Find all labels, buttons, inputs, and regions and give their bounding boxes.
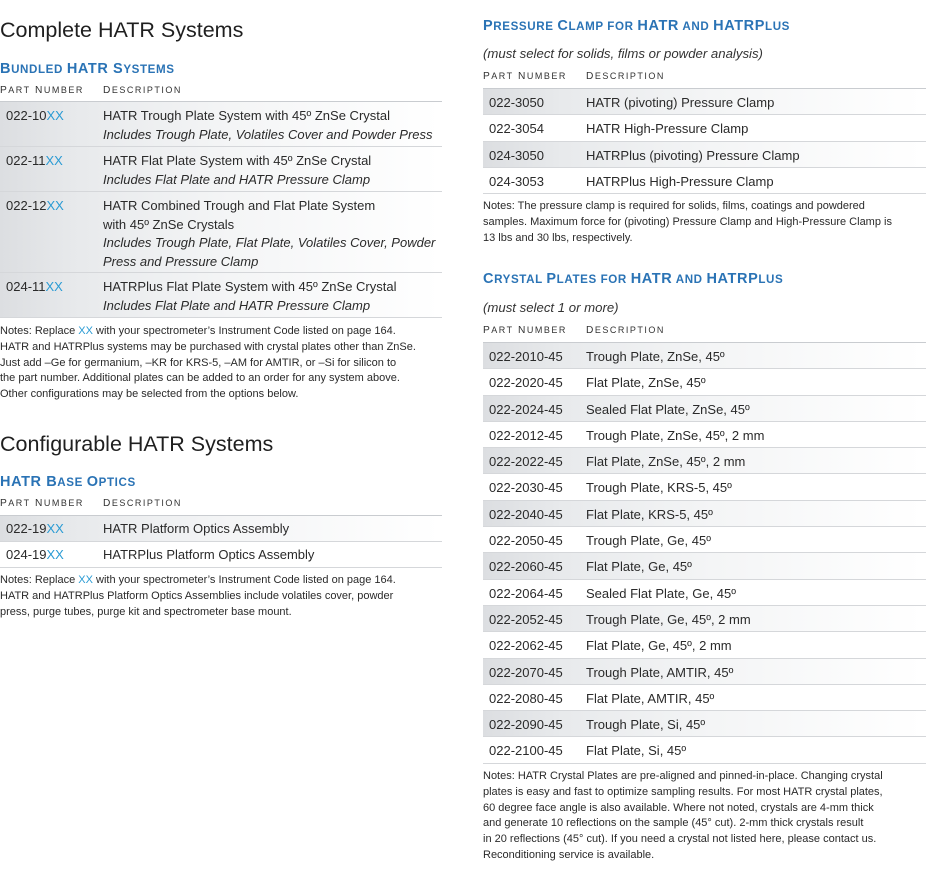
part-number: 022-2090-45 — [489, 717, 563, 733]
table-row — [483, 711, 926, 737]
note-line: Notes: The pressure clamp is required for solids, films, coatings and powdered — [483, 200, 865, 212]
table-row — [483, 553, 926, 579]
note-line: Just add –Ge for germanium, –KR for KRS-5, –AM for AMTIR, or –Si for silicon to — [0, 356, 397, 369]
note-line: 13 lbs and 30 lbs, respectively. — [483, 231, 633, 244]
complete-systems-title: Complete HATR Systems — [0, 18, 244, 42]
part-number: 022-2070-45 — [489, 664, 563, 680]
part-number: 022-3054 — [489, 121, 544, 137]
instrument-code: XX — [78, 325, 93, 337]
description-header: DESCRIPTION — [103, 498, 182, 509]
note-line: HATR and HATRPlus Platform Optics Assemblies include volatiles cover, powder — [0, 589, 394, 602]
part-number: 022-2010-45 — [489, 349, 563, 364]
description: Trough Plate, Si, 45º — [586, 717, 706, 733]
part-number-header: PART NUMBER — [483, 325, 567, 336]
part-number-header: PART NUMBER — [0, 85, 84, 96]
instrument-code: XX — [45, 153, 63, 168]
description: Flat Plate, KRS-5, 45º — [586, 506, 713, 522]
description-header: DESCRIPTION — [103, 85, 182, 96]
table-row — [0, 102, 442, 147]
table-row — [483, 115, 926, 141]
instrument-code: XX — [45, 279, 63, 294]
table-row — [483, 685, 926, 711]
description: Sealed Flat Plate, Ge, 45º — [586, 585, 737, 601]
table-row — [483, 606, 926, 632]
note-line: press, purge tubes, purge kit and spectrometer base mount. — [0, 605, 292, 618]
part-number: 022-2060-45 — [489, 559, 563, 575]
description: HATRPlus High-Pressure Clamp — [586, 173, 774, 189]
part-number: 022-19XX — [6, 521, 64, 536]
description-includes: Includes Trough Plate, Volatiles Cover and Powder Press — [103, 126, 433, 142]
description-line: with 45º ZnSe Crystals — [103, 216, 235, 232]
bundled-systems-table — [0, 102, 442, 318]
bundled-systems-heading: BUNDLED HATR SYSTEMS — [0, 61, 175, 77]
description: Flat Plate, Ge, 45º — [586, 559, 692, 575]
description-includes: Includes Trough Plate, Flat Plate, Volatiles Cover, Powder — [103, 235, 436, 251]
description-line: HATR Combined Trough and Flat Plate System — [103, 198, 376, 213]
table-row — [0, 542, 442, 568]
description: Flat Plate, Si, 45º — [586, 743, 687, 759]
note-line: the part number. Additional plates can be added to an order for any system above. — [0, 372, 400, 385]
table-row — [483, 737, 926, 763]
table-row — [483, 527, 926, 553]
description-includes: Press and Pressure Clamp — [103, 253, 259, 269]
description: Flat Plate, AMTIR, 45º — [586, 690, 715, 706]
note-line: plates is easy and fast to optimize sampling results. For most HATR crystal plates, — [483, 785, 883, 798]
part-number: 022-2012-45 — [489, 427, 563, 443]
table-row — [483, 501, 926, 527]
pressure-clamp-requirement: (must select for solids, films or powder analysis) — [483, 46, 763, 61]
description: Trough Plate, ZnSe, 45º, 2 mm — [586, 427, 765, 443]
description: Flat Plate, Ge, 45º, 2 mm — [586, 638, 732, 654]
configurable-systems-title: Configurable HATR Systems — [0, 432, 274, 456]
part-number: 022-2020-45 — [489, 375, 563, 391]
table-row — [0, 147, 442, 192]
right-column — [483, 0, 926, 883]
note-line: and generate 10 reflections on the sample (45° cut). 2-mm thick crystals result — [483, 817, 864, 830]
description-includes: Includes Flat Plate and HATR Pressure Clamp — [103, 171, 371, 187]
description: HATR (pivoting) Pressure Clamp — [586, 95, 775, 110]
table-row — [483, 168, 926, 194]
description: HATRPlus (pivoting) Pressure Clamp — [586, 147, 800, 163]
note-line: 60 degree face angle is also available. Where not noted, crystals are 4-mm thick — [483, 801, 874, 814]
note-line: samples. Maximum force for (pivoting) Pressure Clamp and High-Pressure Clamp is — [483, 215, 892, 228]
crystal-notes — [483, 769, 883, 864]
part-number: 022-2050-45 — [489, 533, 563, 549]
instrument-code: XX — [46, 521, 64, 536]
part-number-header: PART NUMBER — [0, 498, 84, 509]
table-row — [483, 580, 926, 606]
pressure-clamp-table — [483, 89, 926, 194]
description-includes: Includes Flat Plate and HATR Pressure Clamp — [103, 297, 371, 313]
table-row — [483, 142, 926, 168]
description: Trough Plate, ZnSe, 45º — [586, 349, 725, 364]
description: HATR High-Pressure Clamp — [586, 121, 749, 137]
note-line: HATR and HATRPlus systems may be purchased with crystal plates other than ZnSe. — [0, 340, 416, 353]
description: Flat Plate, ZnSe, 45º, 2 mm — [586, 454, 746, 470]
description — [103, 197, 435, 271]
description — [103, 107, 433, 144]
part-number-header: PART NUMBER — [483, 71, 567, 82]
table-row — [0, 273, 442, 318]
note-line: Notes: HATR Crystal Plates are pre-aligned and pinned-in-place. Changing crystal — [483, 770, 883, 782]
part-number: 024-19XX — [6, 547, 64, 562]
description: Sealed Flat Plate, ZnSe, 45º — [586, 401, 750, 417]
note-line: Other configurations may be selected from the options below. — [0, 388, 299, 401]
note-line: in 20 reflections (45° cut). If you need a crystal not listed here, please contact us. — [483, 833, 877, 846]
part-number: 022-12XX — [6, 198, 64, 213]
note-line: Reconditioning service is available. — [483, 848, 655, 861]
crystal-plates-requirement: (must select 1 or more) — [483, 300, 619, 315]
description-line: HATR Flat Plate System with 45º ZnSe Crystal — [103, 153, 372, 168]
description: Trough Plate, KRS-5, 45º — [586, 480, 732, 496]
instrument-code: XX — [46, 198, 64, 213]
description-header: DESCRIPTION — [586, 71, 665, 82]
table-row — [483, 89, 926, 115]
part-number: 022-2064-45 — [489, 585, 563, 601]
description — [103, 278, 396, 315]
description-header: DESCRIPTION — [586, 325, 665, 336]
part-number: 022-3050 — [489, 95, 544, 110]
table-row — [483, 343, 926, 369]
left-column — [0, 0, 442, 883]
base-optics-table — [0, 516, 442, 568]
pressure-clamp-heading: PRESSURE CLAMP FOR HATR AND HATRPLUS — [483, 18, 791, 34]
description — [103, 152, 371, 189]
table-row — [483, 422, 926, 448]
description: Flat Plate, ZnSe, 45º — [586, 375, 706, 391]
table-row — [0, 516, 442, 542]
table-row — [483, 632, 926, 658]
bundled-notes — [0, 324, 416, 403]
part-number: 022-2080-45 — [489, 690, 563, 706]
base-optics-notes — [0, 573, 396, 620]
base-optics-heading: HATR BASE OPTICS — [0, 474, 136, 490]
part-number: 022-2052-45 — [489, 611, 563, 627]
instrument-code: XX — [78, 574, 93, 586]
table-row — [483, 659, 926, 685]
table-row — [483, 474, 926, 500]
part-number: 024-3053 — [489, 173, 544, 189]
part-number: 022-2030-45 — [489, 480, 563, 496]
crystal-plates-table — [483, 343, 926, 764]
part-number: 024-3050 — [489, 147, 544, 163]
note-line: Notes: Replace XX with your spectrometer’s Instrument Code listed on page 164. — [0, 574, 396, 586]
part-number: 022-2040-45 — [489, 506, 563, 522]
table-row — [483, 396, 926, 422]
description: Trough Plate, Ge, 45º — [586, 533, 711, 549]
description: Trough Plate, AMTIR, 45º — [586, 664, 734, 680]
table-row — [483, 448, 926, 474]
part-number: 022-10XX — [6, 108, 64, 123]
part-number: 022-2100-45 — [489, 743, 563, 759]
note-line: Notes: Replace XX with your spectrometer’s Instrument Code listed on page 164. — [0, 325, 396, 337]
description: HATRPlus Platform Optics Assembly — [103, 547, 315, 562]
instrument-code: XX — [46, 547, 64, 562]
part-number: 024-11XX — [6, 279, 63, 294]
part-number: 022-2022-45 — [489, 454, 563, 470]
table-row — [0, 192, 442, 273]
pressure-notes — [483, 199, 892, 246]
description: Trough Plate, Ge, 45º, 2 mm — [586, 611, 751, 627]
part-number: 022-2024-45 — [489, 401, 563, 417]
instrument-code: XX — [46, 108, 64, 123]
crystal-plates-heading: CRYSTAL PLATES FOR HATR AND HATRPLUS — [483, 271, 784, 287]
description-line: HATR Trough Plate System with 45º ZnSe Crystal — [103, 108, 390, 123]
table-row — [483, 369, 926, 395]
part-number: 022-2062-45 — [489, 638, 563, 654]
description-line: HATRPlus Flat Plate System with 45º ZnSe Crystal — [103, 279, 397, 294]
part-number: 022-11XX — [6, 153, 63, 168]
description: HATR Platform Optics Assembly — [103, 521, 290, 536]
